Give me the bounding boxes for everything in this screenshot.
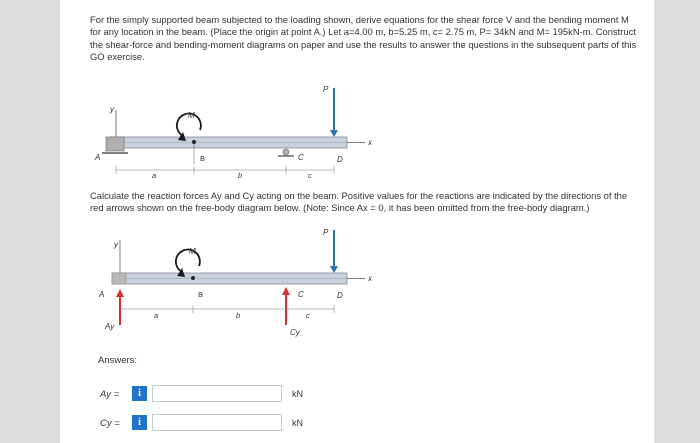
info-icon[interactable]: i — [132, 386, 147, 401]
point-c-label: C — [298, 153, 304, 162]
load-p-label: P — [323, 85, 329, 94]
answer-input-ay[interactable] — [152, 385, 282, 402]
point-d-label-fbd: D — [337, 291, 343, 300]
instruction-text: Calculate the reaction forces Ay and Cy acting on the beam. Positive values for the reactions are indicated by the directions of the red arrows shown on the free-body diagram below. (Note: Since Ax = 0, it has been omitted from the free-body diagram.) — [90, 190, 628, 214]
pin-support-a — [106, 137, 124, 151]
problem-sheet — [60, 0, 654, 443]
moment-label-fbd: M — [189, 247, 196, 256]
dim-c-label: c — [308, 171, 312, 180]
point-c-label-fbd: C — [298, 290, 304, 299]
moment-label: M — [188, 111, 195, 120]
answer-unit-ay: kN — [292, 389, 303, 399]
point-d-label: D — [337, 155, 343, 164]
info-icon[interactable]: i — [132, 415, 147, 430]
load-p-label-fbd: P — [323, 228, 329, 237]
answers-heading: Answers: — [98, 355, 138, 366]
x-axis-label: x — [368, 138, 372, 147]
answer-input-cy[interactable] — [152, 414, 282, 431]
y-axis-label: y — [110, 105, 114, 114]
point-a-label-fbd: A — [99, 290, 105, 299]
answer-label-ay: Ay = — [100, 389, 120, 400]
point-b-label-fbd: B — [198, 290, 204, 299]
problem-statement: For the simply supported beam subjected to the loading shown, derive equations for the shear force V and the bending moment M for any location in the beam. (Place the origin at point A.) Let a=4.00 m, b=5.25 m, c= 2.75 m, P= 34kN and M= 195kN-m. Construct the shear-force and bending-moment diagrams on paper and use the results to answer the questions in the subsequent parts of this GO exercise. — [90, 14, 637, 62]
loading-diagram — [90, 80, 390, 190]
roller-support-c — [283, 149, 289, 155]
dim-a-label: a — [152, 171, 157, 180]
free-body-diagram — [90, 225, 390, 350]
dim-b-label: b — [238, 171, 243, 180]
dim-c-label-fbd: c — [306, 311, 310, 320]
reaction-cy-label: Cy — [290, 328, 300, 337]
answer-label-cy: Cy = — [100, 418, 120, 429]
moment-arrow-fbd — [176, 250, 200, 272]
reaction-ay-label: Ay — [105, 322, 115, 331]
dim-a-label-fbd: a — [154, 311, 159, 320]
dim-b-label-fbd: b — [236, 311, 241, 320]
point-b-label: B — [200, 154, 206, 163]
answer-unit-cy: kN — [292, 418, 303, 428]
y-axis-label-fbd: y — [114, 240, 118, 249]
x-axis-label-fbd: x — [368, 274, 372, 283]
point-a-label: A — [95, 153, 101, 162]
